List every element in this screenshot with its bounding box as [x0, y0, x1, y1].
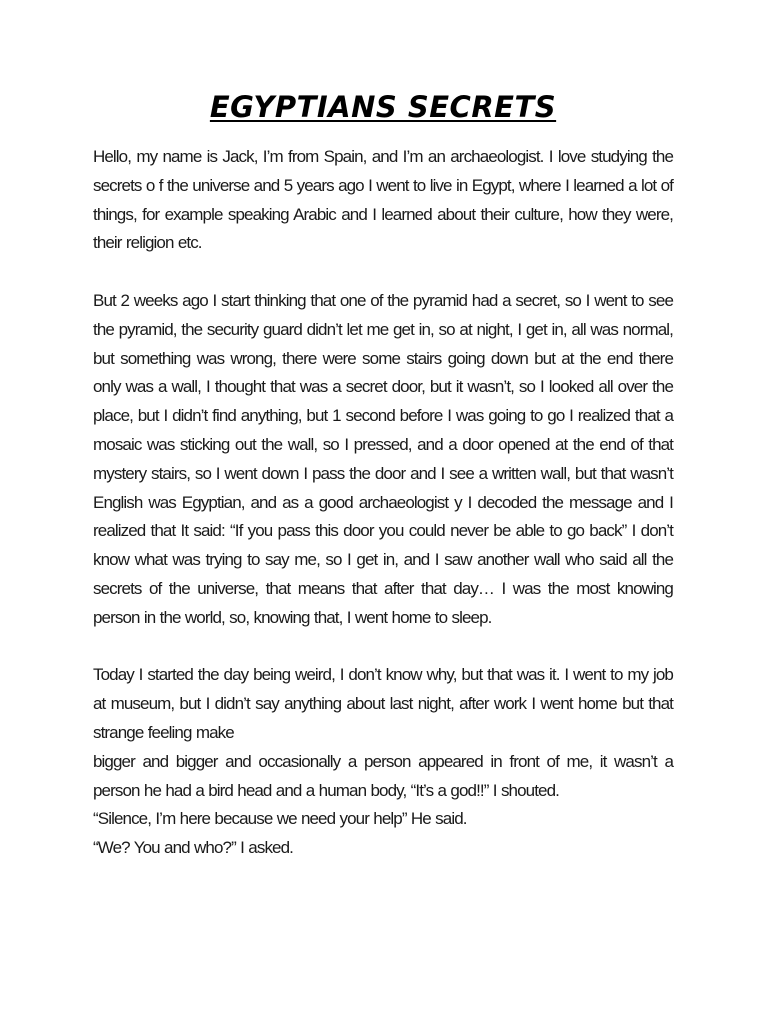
document-page — [93, 85, 673, 863]
paragraph-today: Today I started the day being weird, I don’t know why, but that was it. I went to my job at museum, but I didn’t say anything about last night, after work I went home but that strange feeling make — [93, 665, 673, 742]
paragraph-pyramid: But 2 weeks ago I start thinking that one of the pyramid had a secret, so I went to see the pyramid, the security guard didn’t let me get in, so at night, I get in, all was normal, but something was wrong, there were some stairs going down but at the end there only was a wall, I thought that was a secret door, but it wasn’t, so I looked all over the place, but I didn’t find anything, but 1 second before I was going to go I realized that a mosaic was sticking out the wall, so I pressed, and a door opened at the end of that mystery stairs, so I went down I pass the door and I see a written wall, but that wasn’t English was Egyptian, and as a good archaeologist y I decoded the message and I realized that It said: “If you pass this door you could never be able to go back” I don’t know what was trying to say me, so I get in, and I saw another wall who said all the secrets of the universe, that means that after that day… I was the most knowing person in the world, so, knowing that, I went home to sleep. — [93, 290, 673, 627]
paragraph-bird-god: bigger and bigger and occasionally a person appeared in front of me, it wasn’t a person he had a bird head and a human body, “It’s a god!!” I shouted. — [93, 751, 673, 800]
document-body — [93, 143, 673, 863]
dialogue-line-question: “We? You and who?” I asked. — [93, 838, 293, 858]
dialogue-line-silence: “Silence, I’m here because we need your help” He said. — [93, 809, 467, 829]
document-title: EGYPTIANS SECRETS — [209, 90, 557, 124]
paragraph-intro: Hello, my name is Jack, I’m from Spain, and I’m an archaeologist. I love studying the secrets o f the universe and 5 years ago I went to live in Egypt, where I learned a lot of things, for example speaking Arabic and I learned about their culture, how they were, their religion etc. — [93, 147, 673, 253]
